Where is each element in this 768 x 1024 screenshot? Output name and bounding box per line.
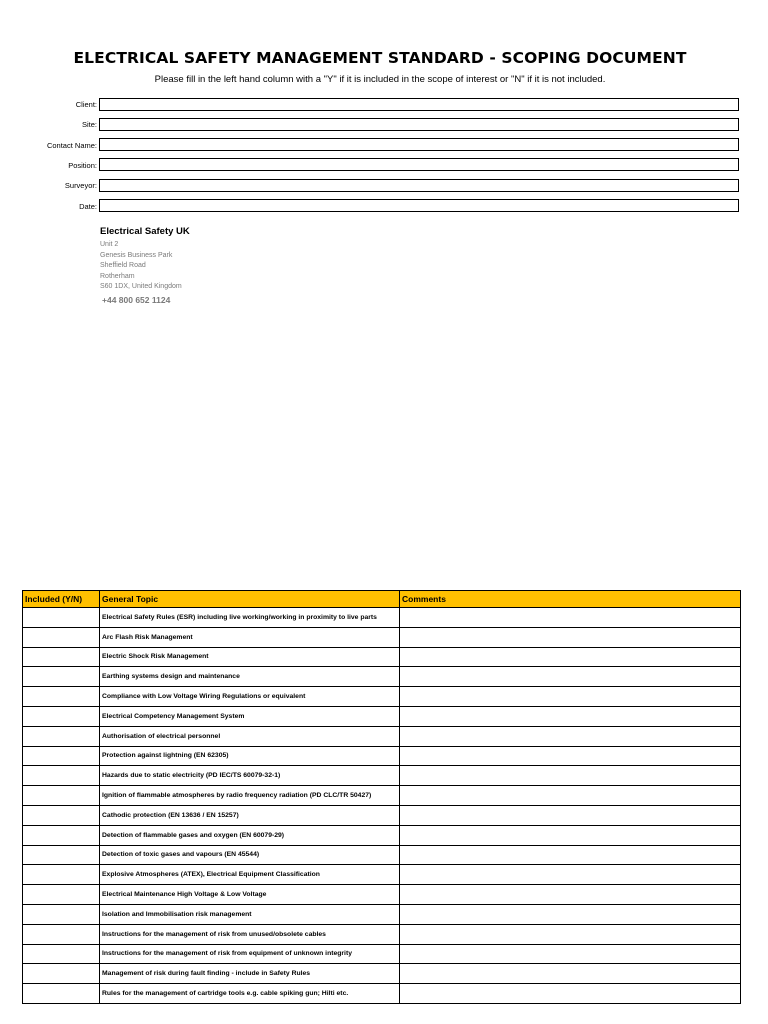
- included-cell[interactable]: [23, 667, 100, 687]
- comments-column-header: Comments: [400, 591, 741, 608]
- topic-cell: Arc Flash Risk Management: [100, 627, 400, 647]
- included-cell[interactable]: [23, 706, 100, 726]
- table-row: [23, 608, 741, 628]
- included-cell[interactable]: [23, 904, 100, 924]
- included-cell[interactable]: [23, 944, 100, 964]
- topic-cell: Electrical Competency Management System: [100, 706, 400, 726]
- included-cell[interactable]: [23, 746, 100, 766]
- comments-cell[interactable]: [400, 766, 741, 786]
- address-line: Genesis Business Park: [100, 251, 173, 259]
- topic-cell: Instructions for the management of risk from unused/obsolete cables: [100, 924, 400, 944]
- topic-cell: Compliance with Low Voltage Wiring Regulations or equivalent: [100, 687, 400, 707]
- comments-cell[interactable]: [400, 885, 741, 905]
- included-cell[interactable]: [23, 608, 100, 628]
- table-row: [23, 667, 741, 687]
- comments-cell[interactable]: [400, 845, 741, 865]
- topic-cell: Electrical Safety Rules (ESR) including live working/working in proximity to live parts: [100, 608, 400, 628]
- included-cell[interactable]: [23, 924, 100, 944]
- topic-cell: Protection against lightning (EN 62305): [100, 746, 400, 766]
- included-column-header: Included (Y/N): [23, 591, 100, 608]
- general-topic-column-header: General Topic: [100, 591, 400, 608]
- included-cell[interactable]: [23, 766, 100, 786]
- comments-cell[interactable]: [400, 825, 741, 845]
- comments-cell[interactable]: [400, 786, 741, 806]
- topic-cell: Management of risk during fault finding - include in Safety Rules: [100, 964, 400, 984]
- address-line: S60 1DX, United Kingdom: [100, 283, 182, 290]
- included-cell[interactable]: [23, 964, 100, 984]
- comments-cell[interactable]: [400, 687, 741, 707]
- table-row: [23, 924, 741, 944]
- comments-cell[interactable]: [400, 706, 741, 726]
- table-row: [23, 687, 741, 707]
- topic-cell: Instructions for the management of risk from equipment of unknown integrity: [100, 944, 400, 964]
- table-row: [23, 984, 741, 1004]
- table-row: [23, 944, 741, 964]
- table-row: [23, 746, 741, 766]
- comments-cell[interactable]: [400, 608, 741, 628]
- topic-cell: Detection of toxic gases and vapours (EN 45544): [100, 845, 400, 865]
- topic-cell: Ignition of flammable atmospheres by radio frequency radiation (PD CLC/TR 50427): [100, 786, 400, 806]
- comments-cell[interactable]: [400, 924, 741, 944]
- comments-cell[interactable]: [400, 805, 741, 825]
- site-field[interactable]: [99, 118, 739, 131]
- table-row: [23, 706, 741, 726]
- table-row: [23, 786, 741, 806]
- client-field[interactable]: [99, 98, 739, 111]
- topic-cell: Electric Shock Risk Management: [100, 647, 400, 667]
- table-header-row: [23, 591, 741, 608]
- comments-cell[interactable]: [400, 726, 741, 746]
- comments-cell[interactable]: [400, 944, 741, 964]
- included-cell[interactable]: [23, 726, 100, 746]
- comments-cell[interactable]: [400, 904, 741, 924]
- address-line: Unit 2: [100, 241, 119, 248]
- included-cell[interactable]: [23, 825, 100, 845]
- position-label: Position:: [68, 161, 97, 170]
- included-cell[interactable]: [23, 865, 100, 885]
- date-label: Date:: [79, 202, 97, 211]
- table-row: [23, 845, 741, 865]
- phone-number: +44 800 652 1124: [102, 294, 171, 305]
- instructions-text: Please fill in the left hand column with a "Y" if it is included in the scope of interest or "N" if it is not included.: [154, 74, 606, 85]
- comments-cell[interactable]: [400, 746, 741, 766]
- contact-name-field[interactable]: [99, 138, 739, 151]
- topic-cell: Isolation and Immobilisation risk management: [100, 904, 400, 924]
- included-cell[interactable]: [23, 786, 100, 806]
- comments-cell[interactable]: [400, 667, 741, 687]
- table-row: [23, 904, 741, 924]
- contact-name-label: Contact Name:: [46, 141, 97, 150]
- comments-cell[interactable]: [400, 964, 741, 984]
- topic-cell: Earthing systems design and maintenance: [100, 667, 400, 687]
- topic-cell: Rules for the management of cartridge tools e.g. cable spiking gun; Hilti etc.: [100, 984, 400, 1004]
- included-cell[interactable]: [23, 984, 100, 1004]
- address-line: Rotherham: [100, 272, 135, 280]
- included-cell[interactable]: [23, 885, 100, 905]
- table-row: [23, 766, 741, 786]
- included-cell[interactable]: [23, 647, 100, 667]
- included-cell[interactable]: [23, 627, 100, 647]
- included-cell[interactable]: [23, 687, 100, 707]
- client-label: Client:: [75, 100, 97, 109]
- page-title: ELECTRICAL SAFETY MANAGEMENT STANDARD - SCOPING DOCUMENT: [73, 49, 687, 67]
- surveyor-field[interactable]: [99, 179, 739, 192]
- surveyor-label: Surveyor:: [64, 181, 97, 190]
- topic-cell: Authorisation of electrical personnel: [100, 726, 400, 746]
- company-name: Electrical Safety UK: [100, 226, 190, 237]
- comments-cell[interactable]: [400, 984, 741, 1004]
- company-contact-block: [100, 226, 190, 305]
- position-field[interactable]: [99, 158, 739, 171]
- site-label: Site:: [81, 120, 97, 129]
- comments-cell[interactable]: [400, 865, 741, 885]
- topic-cell: Cathodic protection (EN 13636 / EN 15257): [100, 805, 400, 825]
- table-row: [23, 885, 741, 905]
- table-row: [23, 865, 741, 885]
- topic-cell: Detection of flammable gases and oxygen (EN 60079-29): [100, 825, 400, 845]
- date-field[interactable]: [99, 199, 739, 212]
- included-cell[interactable]: [23, 805, 100, 825]
- address-line: Sheffield Road: [100, 262, 146, 269]
- scope-table: [22, 590, 741, 1004]
- table-row: [23, 964, 741, 984]
- table-row: [23, 627, 741, 647]
- topic-cell: Electrical Maintenance High Voltage & Low Voltage: [100, 885, 400, 905]
- table-row: [23, 825, 741, 845]
- included-cell[interactable]: [23, 845, 100, 865]
- table-row: [23, 726, 741, 746]
- comments-cell[interactable]: [400, 647, 741, 667]
- comments-cell[interactable]: [400, 627, 741, 647]
- topic-cell: Explosive Atmospheres (ATEX), Electrical Equipment Classification: [100, 865, 400, 885]
- table-row: [23, 805, 741, 825]
- topic-cell: Hazards due to static electricity (PD IEC/TS 60079-32-1): [100, 766, 400, 786]
- table-row: [23, 647, 741, 667]
